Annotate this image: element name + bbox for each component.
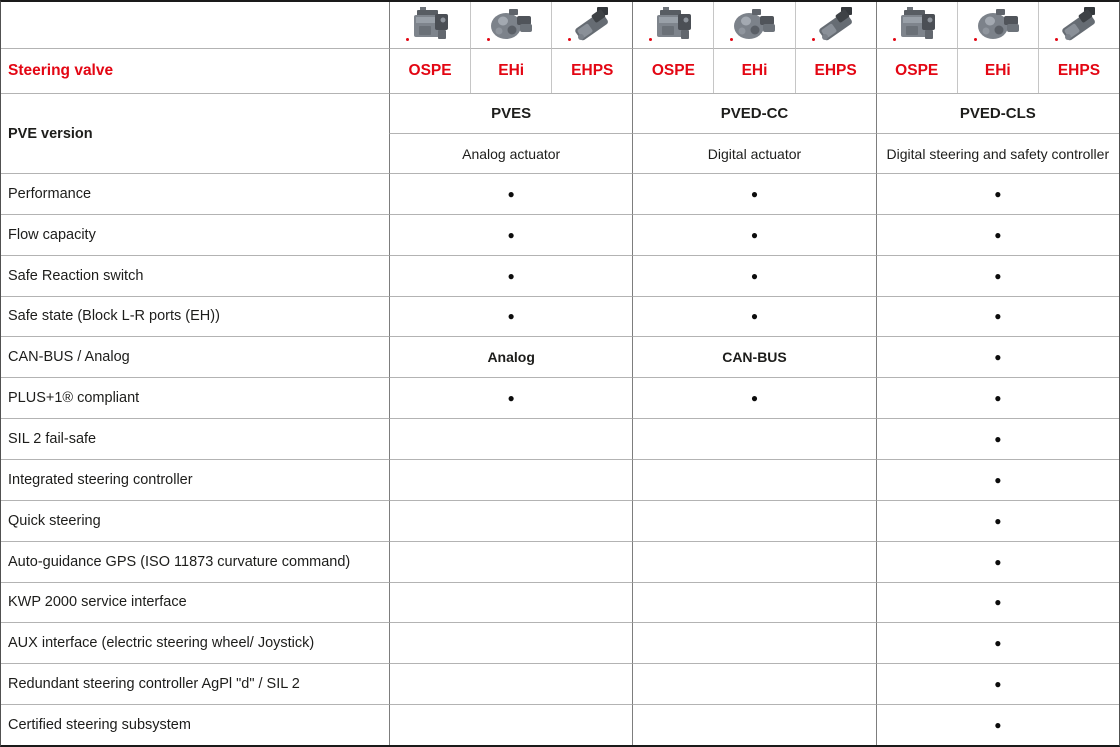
product-image-ehi — [713, 2, 794, 48]
feature-cell-pved-cc — [632, 500, 875, 541]
feature-dot: ● — [750, 268, 759, 283]
feature-label — [1, 296, 389, 337]
steering-valve-col-ehi: EHi — [713, 48, 794, 93]
product-image-ospe — [876, 2, 957, 48]
feature-label-text: Flow capacity — [8, 226, 96, 243]
feature-label — [1, 582, 389, 623]
feature-label-text: CAN-BUS / Analog — [8, 349, 130, 366]
feature-cell-pved-cls — [876, 418, 1119, 459]
feature-dot: ● — [994, 227, 1002, 242]
feature-cell-pved-cls — [876, 296, 1119, 337]
ospe-valve-photo — [650, 6, 696, 44]
pve-version-row-label — [1, 93, 389, 173]
feature-cell-pved-cls — [876, 663, 1119, 704]
steering-valve-col-ehi: EHi — [957, 48, 1038, 93]
product-image-ehps — [1038, 2, 1119, 48]
pve-name-pved-cc: PVED-CC — [632, 93, 875, 133]
feature-cell-pved-cls — [876, 459, 1119, 500]
feature-label — [1, 418, 389, 459]
feature-cell-pved-cls — [876, 582, 1119, 623]
steering-valve-col-ospe: OSPE — [389, 48, 470, 93]
feature-dot: ● — [994, 636, 1002, 651]
feature-dot: ● — [507, 186, 515, 201]
feature-cell-pves — [389, 663, 632, 704]
feature-label-text: SIL 2 fail-safe — [8, 431, 97, 448]
feature-cell-pved-cls — [876, 255, 1119, 296]
red-footnote-mark — [406, 38, 409, 41]
steering-valve-col-ehps: EHPS — [795, 48, 876, 93]
product-image-ospe — [389, 2, 470, 48]
feature-label — [1, 663, 389, 704]
feature-dot: ● — [994, 432, 1002, 447]
feature-cell-pved-cls — [876, 500, 1119, 541]
feature-cell-pved-cc — [632, 663, 875, 704]
feature-cell-pves — [389, 214, 632, 255]
feature-label-text: Redundant steering controller AgPl "d" / SIL 2 — [8, 676, 300, 693]
feature-cell-pved-cc — [632, 418, 875, 459]
feature-dot: ● — [994, 309, 1002, 324]
feature-dot: ● — [507, 391, 515, 406]
feature-label-text: Quick steering — [8, 512, 101, 529]
feature-cell-pves — [389, 173, 632, 214]
feature-cell-pves — [389, 459, 632, 500]
feature-cell-pves — [389, 418, 632, 459]
pve-name-pved-cls: PVED-CLS — [876, 93, 1119, 133]
feature-dot: ● — [994, 595, 1002, 610]
feature-label — [1, 704, 389, 745]
feature-cell-pved-cc — [632, 296, 875, 337]
ehi-valve-photo — [730, 7, 778, 43]
pve-desc-pves: Analog actuator — [389, 133, 632, 173]
feature-cell-pved-cc — [632, 622, 875, 663]
feature-label — [1, 459, 389, 500]
feature-dot: ● — [750, 391, 759, 406]
feature-label — [1, 541, 389, 582]
feature-cell-pved-cc — [632, 459, 875, 500]
feature-label — [1, 500, 389, 541]
ehi-valve-photo — [974, 7, 1022, 43]
steering-valve-col-ospe: OSPE — [632, 48, 713, 93]
pve-name-pves: PVES — [389, 93, 632, 133]
feature-label-text: Safe state (Block L-R ports (EH)) — [8, 308, 220, 325]
steering-valve-row-label: Steering valve — [1, 48, 389, 93]
feature-label-text: Auto-guidance GPS (ISO 11873 curvature command) — [8, 553, 351, 570]
red-footnote-mark — [974, 38, 977, 41]
feature-cell-pved-cls — [876, 377, 1119, 418]
feature-cell-pved-cls — [876, 541, 1119, 582]
feature-dot: ● — [507, 227, 515, 242]
feature-label-text: PLUS+1® compliant — [8, 390, 140, 407]
ehps-valve-photo — [1057, 5, 1101, 45]
feature-label — [1, 173, 389, 214]
feature-cell-pved-cc — [632, 582, 875, 623]
feature-cell-pves — [389, 704, 632, 745]
feature-dot: ● — [994, 350, 1002, 365]
feature-label-text: Integrated steering controller — [8, 471, 193, 488]
product-image-ehi — [470, 2, 551, 48]
ospe-valve-photo — [894, 6, 940, 44]
feature-label-text: KWP 2000 service interface — [8, 594, 187, 611]
steering-valve-col-ehps: EHPS — [551, 48, 632, 93]
feature-cell-pved-cc — [632, 377, 875, 418]
feature-cell-pves — [389, 336, 632, 377]
ehi-valve-photo — [487, 7, 535, 43]
steering-valve-col-ehps: EHPS — [1038, 48, 1119, 93]
feature-dot: ● — [994, 186, 1002, 201]
feature-label-text: Safe Reaction switch — [8, 267, 144, 284]
feature-value: Analog — [487, 349, 535, 366]
feature-cell-pves — [389, 541, 632, 582]
feature-dot: ● — [994, 472, 1002, 487]
feature-dot: ● — [994, 391, 1002, 406]
feature-dot: ● — [994, 268, 1002, 283]
feature-label-text: AUX interface (electric steering wheel/ Joystick) — [8, 635, 315, 652]
feature-dot: ● — [750, 309, 759, 324]
feature-cell-pved-cc — [632, 214, 875, 255]
feature-dot: ● — [994, 513, 1002, 528]
product-image-ehps — [551, 2, 632, 48]
feature-cell-pves — [389, 377, 632, 418]
pve-version-label-text: PVE version — [8, 125, 93, 142]
feature-cell-pved-cc — [632, 255, 875, 296]
feature-dot: ● — [994, 718, 1002, 733]
feature-cell-pves — [389, 296, 632, 337]
feature-label — [1, 377, 389, 418]
feature-cell-pved-cc — [632, 704, 875, 745]
red-footnote-mark — [1055, 38, 1058, 41]
ehps-valve-photo — [814, 5, 858, 45]
red-footnote-mark — [893, 38, 896, 41]
steering-valve-col-ehi: EHi — [470, 48, 551, 93]
feature-dot: ● — [507, 268, 515, 283]
feature-cell-pved-cls — [876, 214, 1119, 255]
feature-cell-pves — [389, 500, 632, 541]
product-image-ehi — [957, 2, 1038, 48]
feature-label — [1, 255, 389, 296]
feature-cell-pved-cls — [876, 173, 1119, 214]
feature-cell-pved-cc — [632, 336, 875, 377]
feature-dot: ● — [750, 186, 759, 201]
feature-cell-pved-cc — [632, 541, 875, 582]
red-footnote-mark — [812, 38, 815, 41]
feature-cell-pved-cls — [876, 622, 1119, 663]
feature-value: CAN-BUS — [722, 349, 787, 366]
product-image-ehps — [795, 2, 876, 48]
feature-dot: ● — [994, 677, 1002, 692]
feature-cell-pved-cc — [632, 173, 875, 214]
feature-label — [1, 336, 389, 377]
feature-label — [1, 622, 389, 663]
feature-cell-pved-cls — [876, 336, 1119, 377]
feature-cell-pves — [389, 582, 632, 623]
pve-desc-pved-cc: Digital actuator — [632, 133, 875, 173]
steering-valve-col-ospe: OSPE — [876, 48, 957, 93]
ospe-valve-photo — [407, 6, 453, 44]
feature-cell-pves — [389, 255, 632, 296]
corner-cell — [1, 2, 389, 48]
feature-label-text: Performance — [8, 185, 92, 202]
feature-cell-pved-cls — [876, 704, 1119, 745]
feature-dot: ● — [994, 554, 1002, 569]
feature-dot: ● — [750, 227, 759, 242]
ehps-valve-photo — [570, 5, 614, 45]
pve-desc-pved-cls: Digital steering and safety controller — [876, 133, 1119, 173]
product-image-ospe — [632, 2, 713, 48]
feature-cell-pves — [389, 622, 632, 663]
feature-dot: ● — [507, 309, 515, 324]
feature-label — [1, 214, 389, 255]
feature-label-text: Certified steering subsystem — [8, 717, 191, 734]
